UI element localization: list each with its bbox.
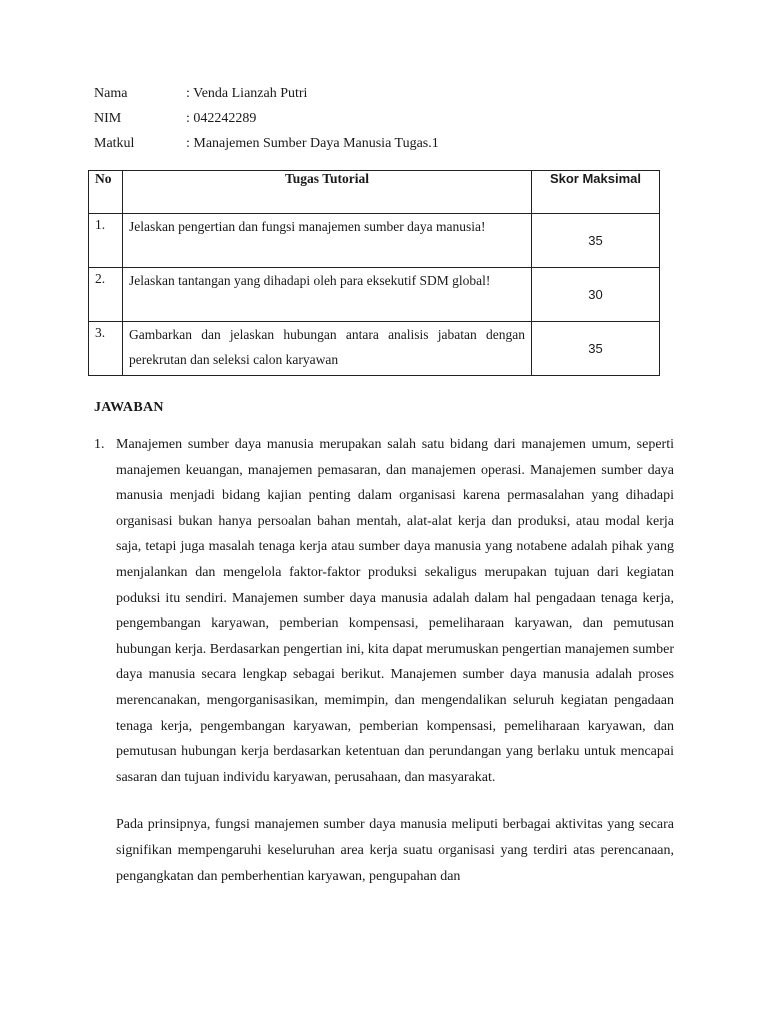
- table-row: [89, 322, 660, 376]
- nim-label: NIM: [94, 111, 122, 126]
- row-task: Jelaskan tantangan yang dihadapi oleh para eksekutif SDM global!: [123, 268, 532, 322]
- table-row: [89, 268, 660, 322]
- row-score: 30: [532, 268, 660, 322]
- row-number: 1.: [89, 214, 123, 268]
- header-score: Skor Maksimal: [532, 171, 660, 214]
- answer-heading: JAWABAN: [94, 400, 164, 415]
- header-no: No: [89, 171, 123, 214]
- row-number: 3.: [89, 322, 123, 376]
- tasks-table: [88, 170, 660, 376]
- nim-value: : 042242289: [186, 111, 257, 126]
- answer-paragraph-1: Manajemen sumber daya manusia merupakan salah satu bidang dari manajemen umum, seperti manajemen keuangan, manajemen pemasaran, dan manajemen operasi. Manajemen sumber daya manusia menjadi bidang kajian penting dalam organisasi karena permasalahan yang dihadapi organisasi bukan hanya persoalan bahan mentah, alat-alat kerja dan produksi, atau modal kerja saja, tetapi juga masalah tenaga kerja atau sumber daya manusia yang notabene adalah pihak yang menjalankan dan mengelola faktor-faktor produksi sekaligus merupakan tujuan dari kegiatan poduksi itu sendiri. Manajemen sumber daya manusia adalah dalam hal pengadaan tenaga kerja, pengembangan karyawan, pemberian kompensasi, pemeliharaan karyawan, dan pemutusan hubungan kerja. Berdasarkan pengertian ini, kita dapat merumuskan pengertian manajemen sumber daya manusia secara lengkap sebagai berikut. Manajemen sumber daya manusia adalah proses merencanakan, mengorganisasikan, memimpin, dan mengendalikan seluruh kegiatan pengadaan tenaga kerja, pengembangan karyawan, pemberian kompensasi, pemeliharaan karyawan, dan pemutusan hubungan kerja berdasarkan ketentuan dan perundangan yang berlaku untuk mencapai sasaran dan tujuan individu karyawan, perusahaan, dan masyarakat.: [116, 437, 674, 785]
- row-score: 35: [532, 214, 660, 268]
- answer-paragraph-2: Pada prinsipnya, fungsi manajemen sumber daya manusia meliputi berbagai aktivitas yang secara signifikan mempengaruhi keseluruhan area kerja suatu organisasi yang terdiri atas perencanaan, pengangkatan dan pemberhentian karyawan, pengupahan dan: [116, 817, 674, 884]
- matkul-row: [94, 136, 439, 161]
- row-number: 2.: [89, 268, 123, 322]
- table-row: [89, 214, 660, 268]
- matkul-label: Matkul: [94, 136, 135, 151]
- row-task: Gambarkan dan jelaskan hubungan antara analisis jabatan dengan perekrutan dan seleksi calon karyawan: [123, 322, 532, 376]
- nama-value: : Venda Lianzah Putri: [186, 86, 308, 101]
- row-score: 35: [532, 322, 660, 376]
- nim-row: [94, 111, 439, 136]
- matkul-value: : Manajemen Sumber Daya Manusia Tugas.1: [186, 136, 439, 151]
- answer-section: [94, 432, 674, 889]
- table-header-row: [89, 171, 660, 214]
- answer-item-number: 1.: [94, 437, 105, 452]
- nama-row: [94, 86, 439, 111]
- header-task: Tugas Tutorial: [123, 171, 532, 214]
- row-task: Jelaskan pengertian dan fungsi manajemen sumber daya manusia!: [123, 214, 532, 268]
- nama-label: Nama: [94, 86, 128, 101]
- student-info: [94, 86, 439, 161]
